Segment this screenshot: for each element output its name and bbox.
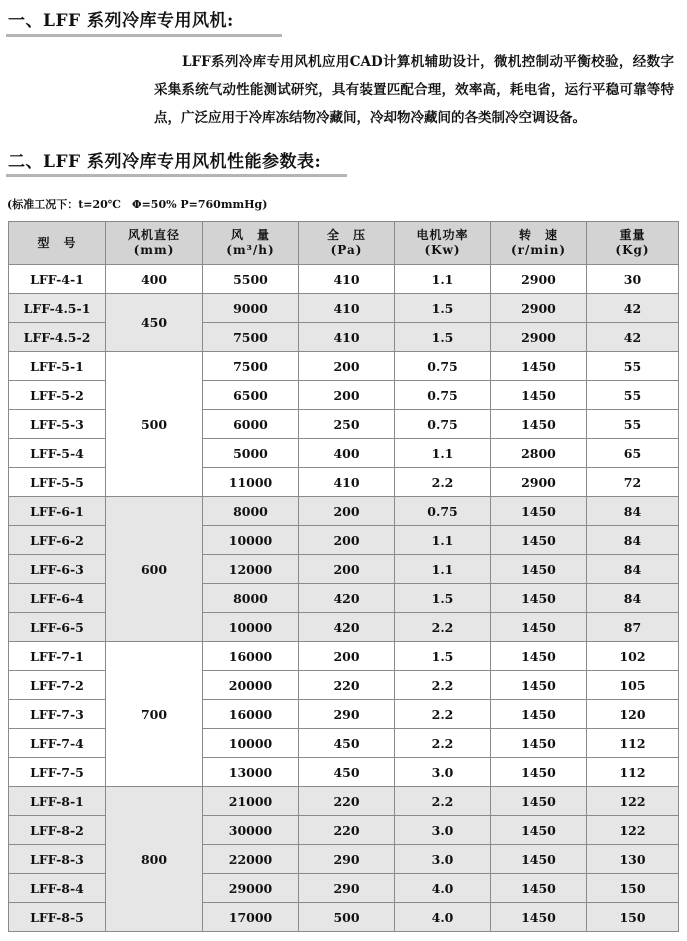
cell-pressure: 220 xyxy=(299,816,395,845)
cell-pressure: 290 xyxy=(299,874,395,903)
cell-motor-power: 2.2 xyxy=(395,613,491,642)
cell-pressure: 200 xyxy=(299,555,395,584)
cell-weight: 87 xyxy=(587,613,679,642)
header-pressure: 全 压 (Pa) xyxy=(299,222,395,265)
cell-pressure: 410 xyxy=(299,323,395,352)
cell-pressure: 290 xyxy=(299,700,395,729)
cell-motor-power: 1.1 xyxy=(395,526,491,555)
cell-airflow: 7500 xyxy=(203,352,299,381)
cell-weight: 130 xyxy=(587,845,679,874)
cell-airflow: 8000 xyxy=(203,584,299,613)
cell-pressure: 200 xyxy=(299,381,395,410)
table-row xyxy=(9,497,679,526)
cell-pressure: 500 xyxy=(299,903,395,932)
cell-airflow: 5500 xyxy=(203,265,299,294)
cell-speed: 2800 xyxy=(491,439,587,468)
cell-model: LFF-7-1 xyxy=(9,642,106,671)
cell-speed: 1450 xyxy=(491,613,587,642)
cell-motor-power: 1.5 xyxy=(395,642,491,671)
cell-pressure: 400 xyxy=(299,439,395,468)
cell-airflow: 11000 xyxy=(203,468,299,497)
cell-airflow: 30000 xyxy=(203,816,299,845)
cell-pressure: 450 xyxy=(299,729,395,758)
cell-speed: 1450 xyxy=(491,903,587,932)
cell-motor-power: 2.2 xyxy=(395,729,491,758)
cell-weight: 122 xyxy=(587,787,679,816)
cell-airflow: 5000 xyxy=(203,439,299,468)
cell-weight: 72 xyxy=(587,468,679,497)
cell-motor-power: 0.75 xyxy=(395,352,491,381)
cell-speed: 1450 xyxy=(491,381,587,410)
header-airflow: 风 量 (m³/h) xyxy=(203,222,299,265)
cell-weight: 30 xyxy=(587,265,679,294)
cell-model: LFF-8-2 xyxy=(9,816,106,845)
cell-weight: 55 xyxy=(587,410,679,439)
cell-diameter: 700 xyxy=(106,642,203,787)
cell-pressure: 410 xyxy=(299,294,395,323)
cell-model: LFF-8-3 xyxy=(9,845,106,874)
cell-model: LFF-8-4 xyxy=(9,874,106,903)
table-row xyxy=(9,265,679,294)
cell-weight: 55 xyxy=(587,352,679,381)
cell-speed: 1450 xyxy=(491,729,587,758)
cell-model: LFF-7-2 xyxy=(9,671,106,700)
cell-airflow: 10000 xyxy=(203,729,299,758)
table-header-row xyxy=(9,222,679,265)
header-motor-power: 电机功率 (Kw) xyxy=(395,222,491,265)
table-row xyxy=(9,642,679,671)
cell-motor-power: 0.75 xyxy=(395,497,491,526)
fan-performance-table xyxy=(8,221,679,932)
cell-speed: 2900 xyxy=(491,265,587,294)
cell-model: LFF-6-4 xyxy=(9,584,106,613)
cell-airflow: 6500 xyxy=(203,381,299,410)
cell-speed: 1450 xyxy=(491,671,587,700)
cell-airflow: 7500 xyxy=(203,323,299,352)
cell-motor-power: 3.0 xyxy=(395,758,491,787)
cell-speed: 1450 xyxy=(491,410,587,439)
cell-pressure: 410 xyxy=(299,468,395,497)
cell-pressure: 410 xyxy=(299,265,395,294)
cell-motor-power: 1.5 xyxy=(395,294,491,323)
cell-pressure: 220 xyxy=(299,671,395,700)
cell-pressure: 420 xyxy=(299,584,395,613)
table-body xyxy=(9,265,679,932)
cell-model: LFF-6-5 xyxy=(9,613,106,642)
cell-weight: 55 xyxy=(587,381,679,410)
table-row xyxy=(9,294,679,323)
cell-weight: 84 xyxy=(587,584,679,613)
cell-airflow: 17000 xyxy=(203,903,299,932)
cell-pressure: 420 xyxy=(299,613,395,642)
cell-motor-power: 1.1 xyxy=(395,439,491,468)
cell-speed: 1450 xyxy=(491,555,587,584)
cell-weight: 150 xyxy=(587,874,679,903)
cell-motor-power: 3.0 xyxy=(395,816,491,845)
cell-model: LFF-4-1 xyxy=(9,265,106,294)
cell-model: LFF-5-4 xyxy=(9,439,106,468)
cell-speed: 1450 xyxy=(491,526,587,555)
header-model: 型 号 xyxy=(9,222,106,265)
cell-pressure: 200 xyxy=(299,352,395,381)
cell-weight: 65 xyxy=(587,439,679,468)
cell-airflow: 6000 xyxy=(203,410,299,439)
cell-diameter: 400 xyxy=(106,265,203,294)
cell-speed: 1450 xyxy=(491,816,587,845)
cell-airflow: 20000 xyxy=(203,671,299,700)
cell-speed: 1450 xyxy=(491,700,587,729)
cell-motor-power: 1.5 xyxy=(395,584,491,613)
cell-airflow: 12000 xyxy=(203,555,299,584)
cell-model: LFF-6-2 xyxy=(9,526,106,555)
cell-motor-power: 2.2 xyxy=(395,671,491,700)
cell-motor-power: 2.2 xyxy=(395,787,491,816)
header-diameter: 风机直径 (mm) xyxy=(106,222,203,265)
cell-airflow: 16000 xyxy=(203,700,299,729)
cell-weight: 120 xyxy=(587,700,679,729)
cell-speed: 1450 xyxy=(491,352,587,381)
cell-weight: 42 xyxy=(587,294,679,323)
cell-weight: 102 xyxy=(587,642,679,671)
section2-underline xyxy=(6,174,347,177)
table-row xyxy=(9,787,679,816)
cell-motor-power: 4.0 xyxy=(395,903,491,932)
cell-motor-power: 1.1 xyxy=(395,265,491,294)
table-row xyxy=(9,352,679,381)
cell-pressure: 450 xyxy=(299,758,395,787)
cell-model: LFF-7-5 xyxy=(9,758,106,787)
cell-diameter: 600 xyxy=(106,497,203,642)
standard-conditions-note: (标准工况下：t=20℃ Φ=50% P=760mmHg) xyxy=(7,198,268,211)
cell-airflow: 13000 xyxy=(203,758,299,787)
cell-speed: 1450 xyxy=(491,584,587,613)
cell-airflow: 10000 xyxy=(203,613,299,642)
cell-weight: 84 xyxy=(587,497,679,526)
cell-pressure: 250 xyxy=(299,410,395,439)
cell-speed: 1450 xyxy=(491,642,587,671)
cell-model: LFF-7-3 xyxy=(9,700,106,729)
intro-paragraph: LFF系列冷库专用风机应用CAD计算机辅助设计，微机控制动平衡校验，经数字采集系统气动性能测试研究，具有装置匹配合理，效率高，耗电省，运行平稳可靠等特点，广泛应用于冷库冻结物冷藏间，冷却物冷藏间的各类制冷空调设备。 xyxy=(154,54,674,126)
cell-weight: 112 xyxy=(587,729,679,758)
cell-airflow: 8000 xyxy=(203,497,299,526)
cell-motor-power: 4.0 xyxy=(395,874,491,903)
cell-weight: 112 xyxy=(587,758,679,787)
cell-pressure: 290 xyxy=(299,845,395,874)
section1-title: 一、LFF 系列冷库专用风机: xyxy=(8,11,234,31)
cell-model: LFF-5-3 xyxy=(9,410,106,439)
cell-airflow: 10000 xyxy=(203,526,299,555)
section1-underline xyxy=(6,34,282,37)
cell-model: LFF-6-3 xyxy=(9,555,106,584)
cell-model: LFF-7-4 xyxy=(9,729,106,758)
cell-weight: 42 xyxy=(587,323,679,352)
cell-diameter: 450 xyxy=(106,294,203,352)
cell-motor-power: 0.75 xyxy=(395,381,491,410)
cell-model: LFF-4.5-2 xyxy=(9,323,106,352)
cell-pressure: 200 xyxy=(299,497,395,526)
cell-weight: 84 xyxy=(587,526,679,555)
cell-pressure: 200 xyxy=(299,526,395,555)
cell-model: LFF-5-2 xyxy=(9,381,106,410)
cell-diameter: 500 xyxy=(106,352,203,497)
cell-speed: 1450 xyxy=(491,758,587,787)
cell-speed: 1450 xyxy=(491,497,587,526)
cell-weight: 150 xyxy=(587,903,679,932)
cell-pressure: 220 xyxy=(299,787,395,816)
cell-speed: 2900 xyxy=(491,294,587,323)
cell-airflow: 22000 xyxy=(203,845,299,874)
cell-speed: 2900 xyxy=(491,323,587,352)
cell-airflow: 16000 xyxy=(203,642,299,671)
cell-speed: 1450 xyxy=(491,845,587,874)
cell-weight: 122 xyxy=(587,816,679,845)
cell-motor-power: 2.2 xyxy=(395,700,491,729)
cell-motor-power: 1.1 xyxy=(395,555,491,584)
cell-model: LFF-4.5-1 xyxy=(9,294,106,323)
cell-model: LFF-5-5 xyxy=(9,468,106,497)
cell-weight: 105 xyxy=(587,671,679,700)
cell-airflow: 9000 xyxy=(203,294,299,323)
cell-airflow: 21000 xyxy=(203,787,299,816)
section2-title: 二、LFF 系列冷库专用风机性能参数表: xyxy=(8,152,322,172)
cell-model: LFF-5-1 xyxy=(9,352,106,381)
cell-pressure: 200 xyxy=(299,642,395,671)
cell-model: LFF-8-1 xyxy=(9,787,106,816)
cell-motor-power: 1.5 xyxy=(395,323,491,352)
cell-motor-power: 2.2 xyxy=(395,468,491,497)
cell-motor-power: 0.75 xyxy=(395,410,491,439)
cell-speed: 2900 xyxy=(491,468,587,497)
cell-airflow: 29000 xyxy=(203,874,299,903)
cell-weight: 84 xyxy=(587,555,679,584)
cell-diameter: 800 xyxy=(106,787,203,932)
cell-model: LFF-6-1 xyxy=(9,497,106,526)
header-weight: 重量 (Kg) xyxy=(587,222,679,265)
header-speed: 转 速 (r/min) xyxy=(491,222,587,265)
cell-motor-power: 3.0 xyxy=(395,845,491,874)
cell-speed: 1450 xyxy=(491,874,587,903)
cell-model: LFF-8-5 xyxy=(9,903,106,932)
cell-speed: 1450 xyxy=(491,787,587,816)
